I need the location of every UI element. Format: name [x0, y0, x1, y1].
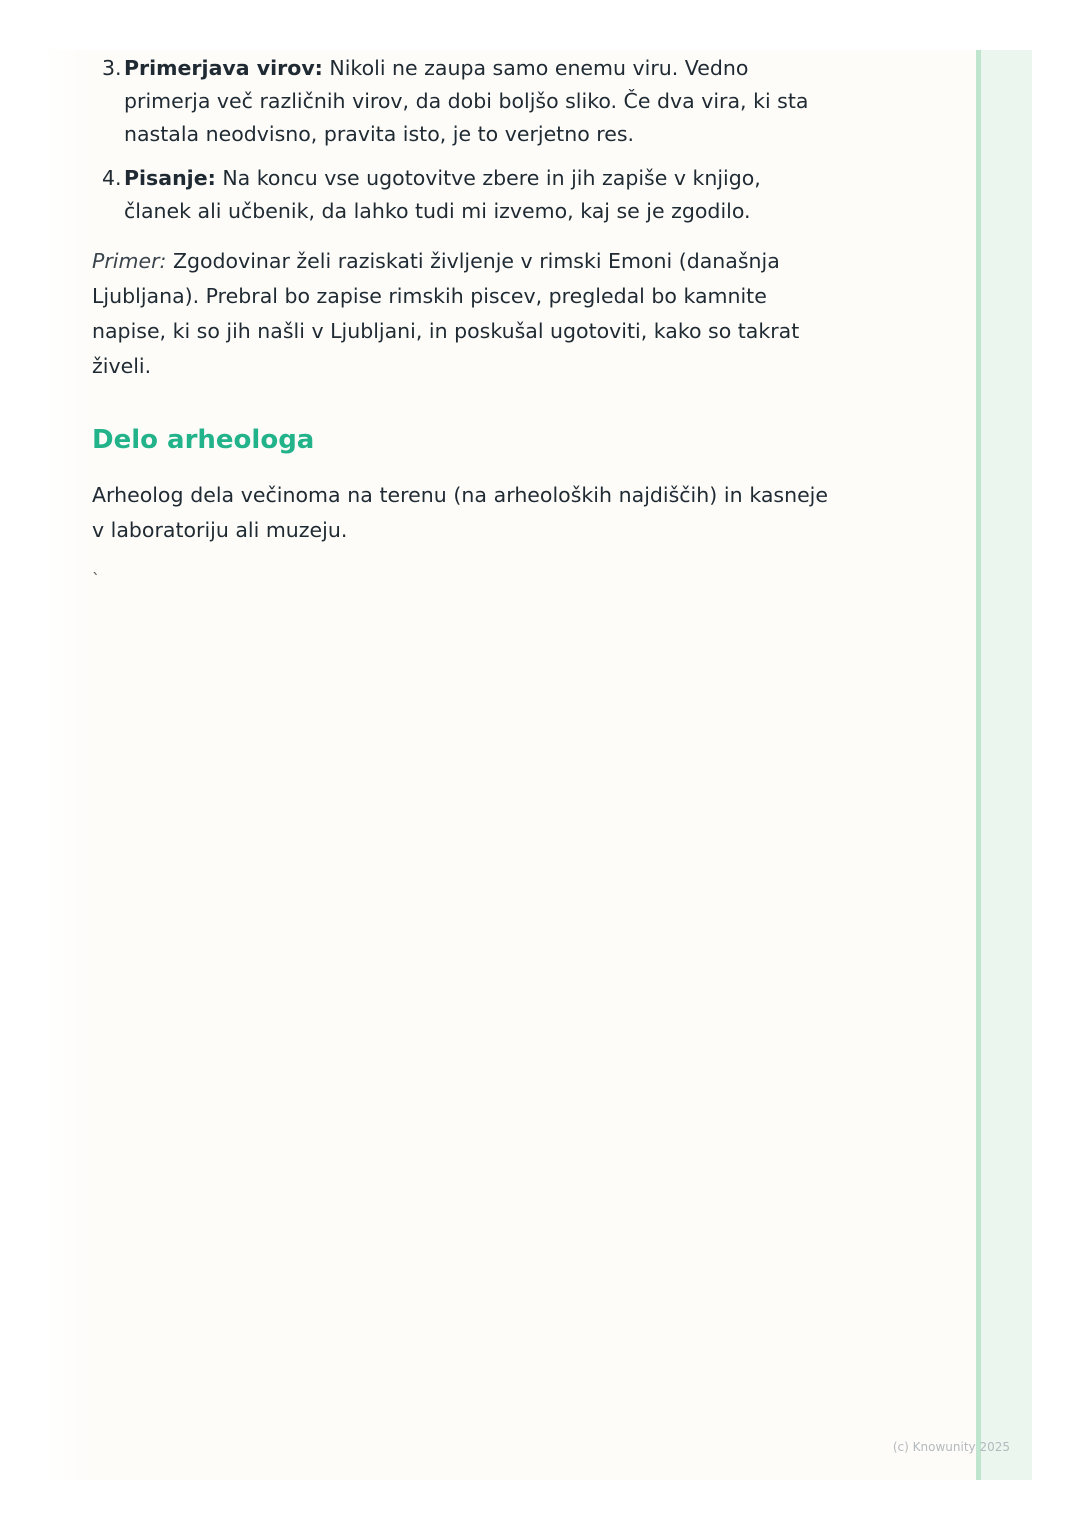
copyright-footer: (c) Knowunity 2025: [892, 1440, 1010, 1454]
list-item-text: Nikoli ne zaupa samo enemu viru. Vedno primerja več različnih virov, da dobi boljšo sliko. Če dva vira, ki sta nastala neodvisno, pravita isto, je to verjetno res.: [124, 56, 809, 146]
example-paragraph: [92, 244, 828, 384]
section-heading: Delo arheologa: [92, 425, 315, 455]
list-item-primerjava-virov: [92, 52, 828, 151]
list-item-number: 3.: [102, 56, 122, 80]
section-paragraph: Arheolog dela večinoma na terenu (na arheoloških najdiščih) in kasneje v laboratoriju ali muzeju.: [92, 483, 828, 542]
document-content: [92, 52, 828, 590]
list-item-number: 4.: [102, 166, 122, 190]
stray-mark: `: [92, 570, 100, 589]
side-margin-band: [976, 50, 1032, 1480]
list-item-pisanje: [92, 162, 828, 228]
side-margin-rule: [976, 50, 981, 1480]
example-text: Zgodovinar želi raziskati življenje v rimski Emoni (današnja Ljubljana). Prebral bo zapise rimskih piscev, pregledal bo kamnite napise, ki so jih našli v Ljubljani, in poskušal ugotoviti, kako so takrat živeli.: [92, 249, 800, 378]
list-item-text: Na koncu vse ugotovitve zbere in jih zapiše v knjigo, članek ali učbenik, da lahko tudi mi izvemo, kaj se je zgodilo.: [124, 166, 761, 223]
page-edge-shade: [50, 50, 90, 1480]
list-item-term: Pisanje:: [124, 166, 216, 190]
example-label: Primer:: [92, 249, 167, 273]
list-item-term: Primerjava virov:: [124, 56, 323, 80]
